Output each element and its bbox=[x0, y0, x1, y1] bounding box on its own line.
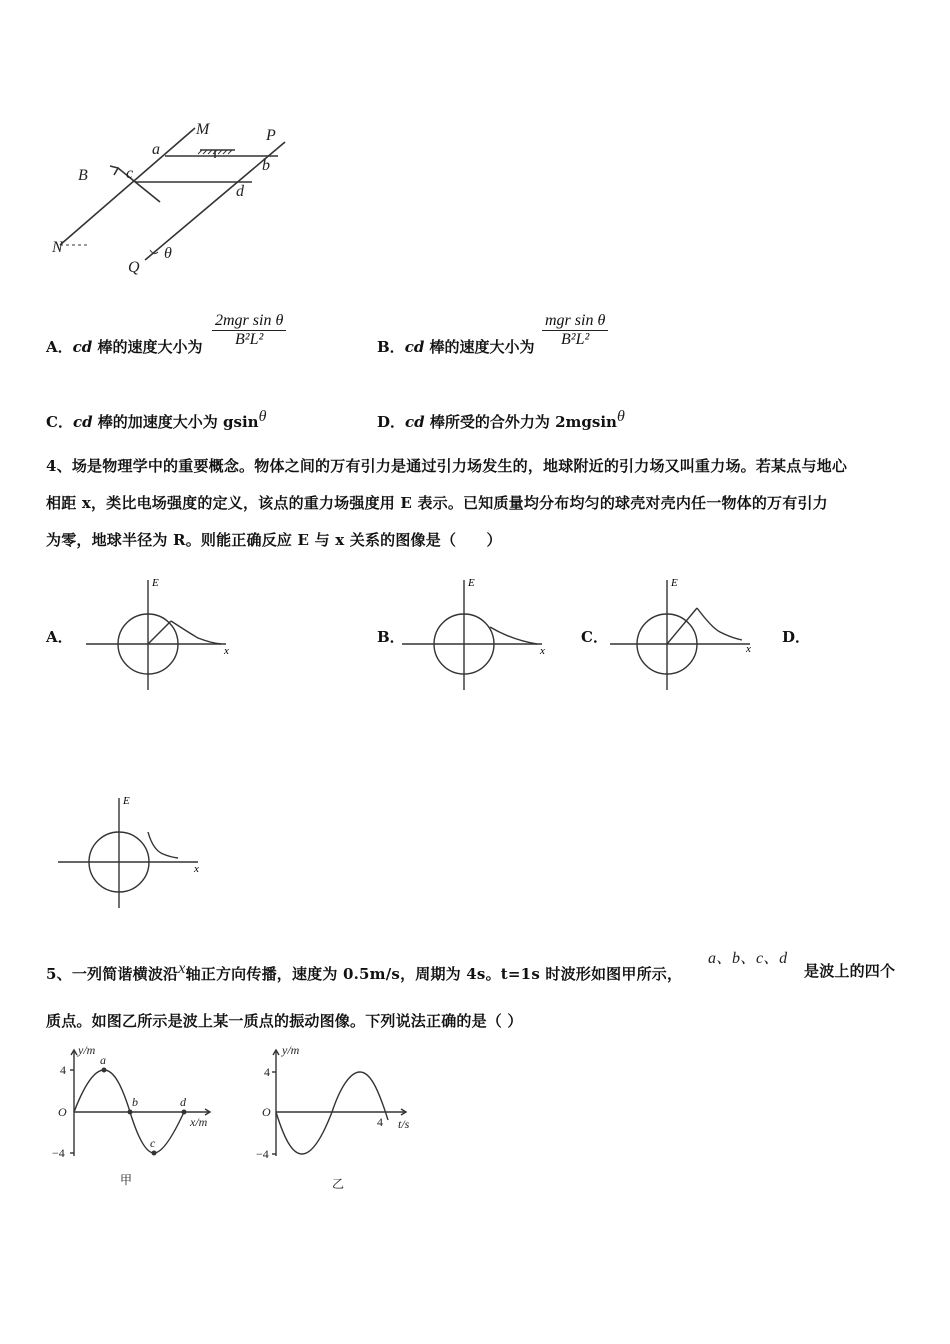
q4-option-d[interactable]: D． bbox=[782, 628, 811, 646]
jia-ypos: 4 bbox=[60, 1063, 66, 1077]
q5-line-1: 5、一列简谐横波沿$^x$轴正方向传播，速度为 0.5m/s，周期为 4s。t=1s 时波形如图甲所示， bbox=[46, 960, 683, 983]
label-Q: Q bbox=[128, 259, 140, 276]
q5-line-1-end: 是波上的四个 bbox=[804, 962, 896, 980]
option-b[interactable]: B．cd 棒的速度大小为 bbox=[377, 338, 535, 356]
graph-jia bbox=[50, 1040, 230, 1200]
axis-x-label: x bbox=[540, 645, 545, 657]
q4-option-c[interactable]: C． bbox=[581, 628, 608, 646]
jia-point-a: a bbox=[100, 1053, 106, 1067]
yi-yneg: −4 bbox=[256, 1147, 269, 1161]
axis-x-label: x bbox=[224, 645, 229, 657]
option-b-fraction: mgr sin θ B²L² bbox=[542, 312, 608, 349]
q5-points: a、b、c、d bbox=[708, 950, 788, 967]
jia-ylabel: y/m bbox=[78, 1043, 96, 1057]
jia-point-d: d bbox=[180, 1095, 186, 1109]
jia-xlabel: x/m bbox=[190, 1115, 208, 1129]
q5-line-2: 质点。如图乙所示是波上某一质点的振动图像。下列说法正确的是（ ） bbox=[46, 1012, 523, 1030]
option-d[interactable]: D．cd 棒所受的合外力为 2mgsin$^\theta$ bbox=[377, 408, 625, 431]
label-d: d bbox=[236, 183, 244, 200]
q4-graph-d bbox=[58, 792, 218, 912]
rails-figure bbox=[40, 110, 300, 290]
q4-option-a[interactable]: A． bbox=[46, 628, 73, 646]
label-theta: θ bbox=[164, 245, 172, 262]
axis-e-label: E bbox=[468, 577, 475, 589]
axis-e-label: E bbox=[123, 795, 130, 807]
graph-yi bbox=[256, 1040, 436, 1200]
q4-graph-c bbox=[610, 572, 770, 692]
q4-line-2: 相距 x，类比电场强度的定义，该点的重力场强度用 E 表示。已知质量均分布均匀的球壳对壳内任一物体的万有引力 bbox=[46, 494, 828, 512]
q4-graph-b bbox=[402, 572, 562, 692]
yi-ypos: 4 bbox=[264, 1065, 270, 1079]
label-P: P bbox=[266, 127, 276, 144]
jia-origin: O bbox=[58, 1105, 67, 1119]
q4-graph-a bbox=[86, 572, 246, 692]
axis-e-label: E bbox=[152, 577, 159, 589]
label-B: B bbox=[78, 167, 88, 184]
q4-line-1: 4、场是物理学中的重要概念。物体之间的万有引力是通过引力场发生的，地球附近的引力场又叫重力场。若某点与地心 bbox=[46, 457, 848, 475]
label-N: N bbox=[52, 239, 63, 256]
yi-ylabel: y/m bbox=[282, 1043, 300, 1057]
q4-option-b[interactable]: B． bbox=[377, 628, 405, 646]
yi-t4: 4 bbox=[377, 1115, 383, 1129]
yi-origin: O bbox=[262, 1105, 271, 1119]
axis-e-label: E bbox=[671, 577, 678, 589]
option-c[interactable]: C．cd 棒的加速度大小为 gsin$^\theta$ bbox=[46, 408, 267, 431]
label-b: b bbox=[262, 157, 270, 174]
yi-xlabel: t/s bbox=[398, 1117, 410, 1131]
jia-point-c: c bbox=[150, 1136, 156, 1150]
label-a: a bbox=[152, 141, 160, 158]
option-a-fraction: 2mgr sin θ B²L² bbox=[212, 312, 286, 349]
axis-x-label: x bbox=[746, 643, 751, 655]
yi-caption: 乙 bbox=[332, 1177, 345, 1191]
label-M: M bbox=[196, 121, 210, 138]
q4-line-3: 为零，地球半径为 R。则能正确反应 E 与 x 关系的图像是（ ） bbox=[46, 531, 502, 549]
axis-x-label: x bbox=[194, 863, 199, 875]
label-c: c bbox=[126, 165, 134, 182]
jia-yneg: −4 bbox=[52, 1146, 65, 1160]
jia-point-b: b bbox=[132, 1095, 138, 1109]
option-a[interactable]: A．cd 棒的速度大小为 bbox=[46, 338, 203, 356]
jia-caption: 甲 bbox=[120, 1173, 133, 1187]
